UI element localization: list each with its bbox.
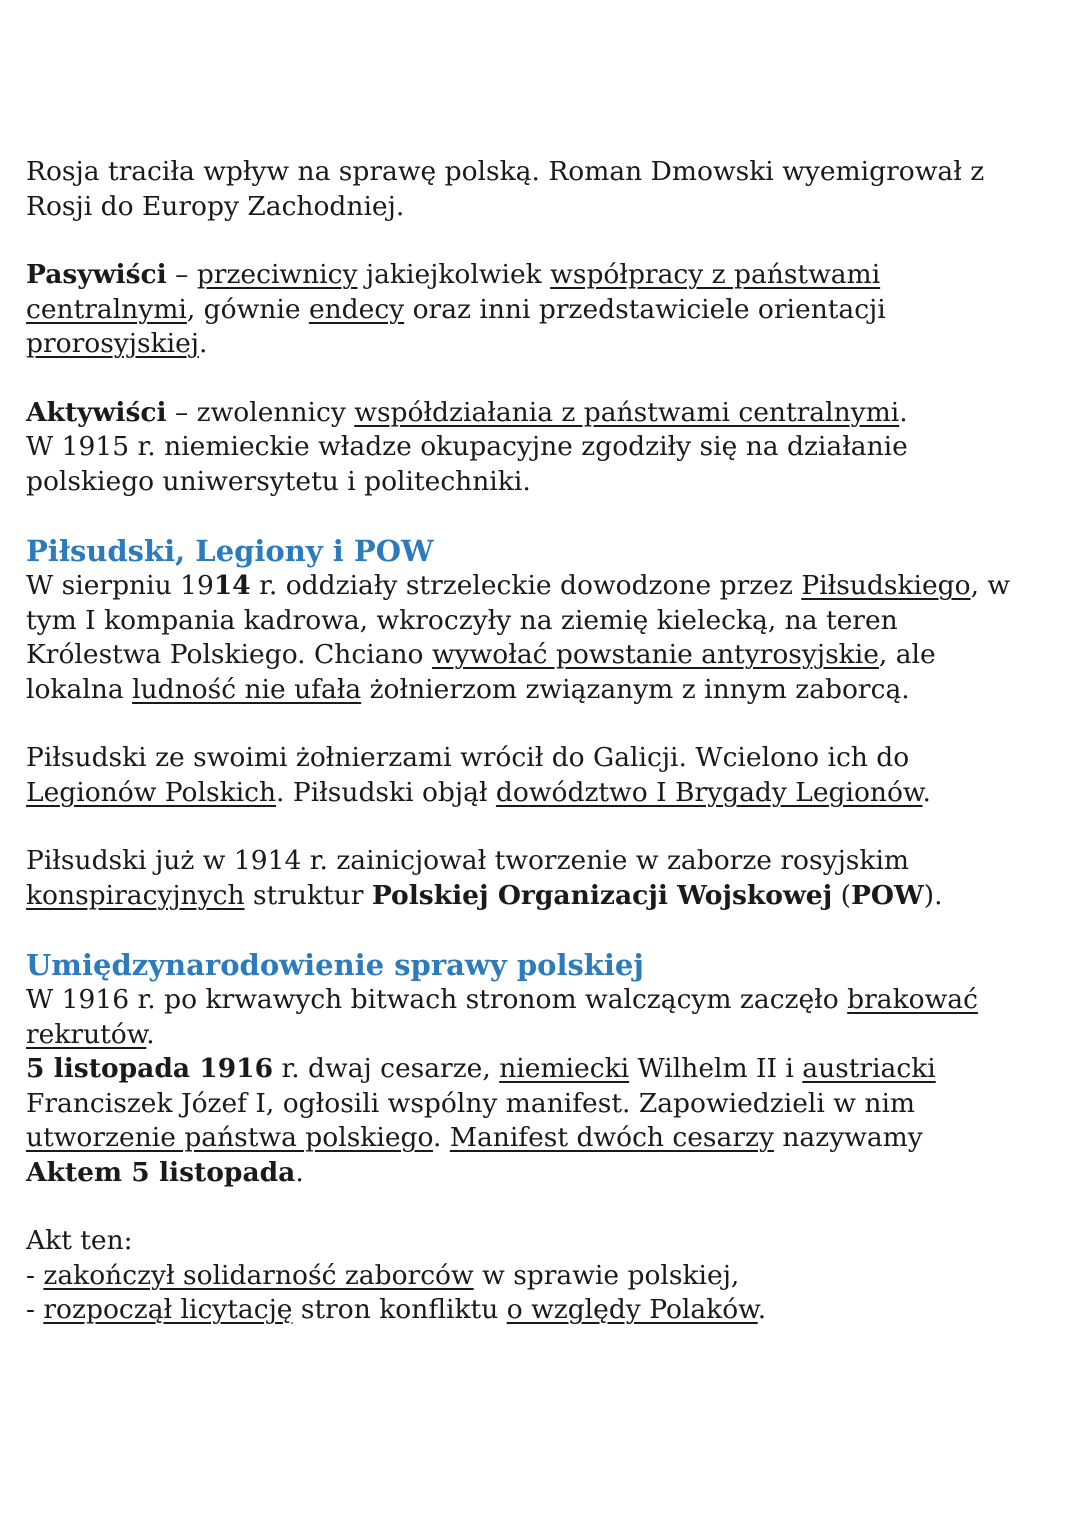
- pasywisci-paragraph: Pasywiści – przeciwnicy jakiejkolwiek współpracy z państwami centralnymi, gównie endecy oraz inni przedstawiciele orientacji prorosyjskiej.: [26, 259, 886, 359]
- akt-ten-paragraph: Akt ten: - zakończył solidarność zaborców w sprawie polskiej, - rozpoczął licytację stron konfliktu o względy Polaków.: [26, 1224, 1066, 1328]
- aktywisci-term: Aktywiści: [26, 396, 167, 428]
- pilsudski-paragraph-2: Piłsudski ze swoimi żołnierzami wrócił do Galicji. Wcielono ich do Legionów Polskich. Piłsudski objął dowództwo I Brygady Legionów.: [26, 742, 931, 808]
- intro-line-1: Rosja traciła wpływ na sprawę polską. Roman Dmowski wyemigrował z: [26, 156, 985, 187]
- aktywisci-paragraph: Aktywiści – zwolennicy współdziałania z państwami centralnymi. W 1915 r. niemieckie władze okupacyjne zgodziły się na działanie polskiego uniwersytetu i politechniki.: [26, 396, 908, 497]
- section-heading-umiedzynarodowienie: Umiędzynarodowienie sprawy polskiej: [26, 948, 644, 982]
- list-item: - zakończył solidarność zaborców w sprawie polskiej,: [26, 1259, 740, 1291]
- pilsudski-paragraph-1: W sierpniu 1914 r. oddziały strzeleckie dowodzone przez Piłsudskiego, w tym I kompania kadrowa, wkroczyły na ziemię kielecką, na teren Królestwa Polskiego. Chciano wywołać powstanie antyrosyjskie, ale lokalna ludność nie ufała żołnierzom związanym z innym zaborcą.: [26, 570, 1011, 705]
- list-item: - rozpoczął licytację stron konfliktu o względy Polaków.: [26, 1294, 767, 1325]
- intro-line-2: Rosji do Europy Zachodniej.: [26, 190, 405, 222]
- intro-paragraph: [26, 155, 1066, 224]
- pasywisci-term: Pasywiści: [26, 259, 167, 290]
- pilsudski-paragraph-3: Piłsudski już w 1914 r. zainicjował tworzenie w zaborze rosyjskim konspiracyjnych struktur Polskiej Organizacji Wojskowej (POW).: [26, 845, 943, 911]
- section-heading-pilsudski: Piłsudski, Legiony i POW: [26, 534, 434, 568]
- umiedzynarodowienie-paragraph-1: W 1916 r. po krwawych bitwach stronom walczącym zaczęło brakować rekrutów. 5 listopada 1916 r. dwaj cesarze, niemiecki Wilhelm II i austriacki Franciszek Józef I, ogłosili wspólny manifest. Zapowiedzieli w nim utworzenie państwa polskiego. Manifest dwóch cesarzy nazywamy Aktem 5 listopada.: [26, 984, 978, 1188]
- document-page: [26, 155, 1066, 1328]
